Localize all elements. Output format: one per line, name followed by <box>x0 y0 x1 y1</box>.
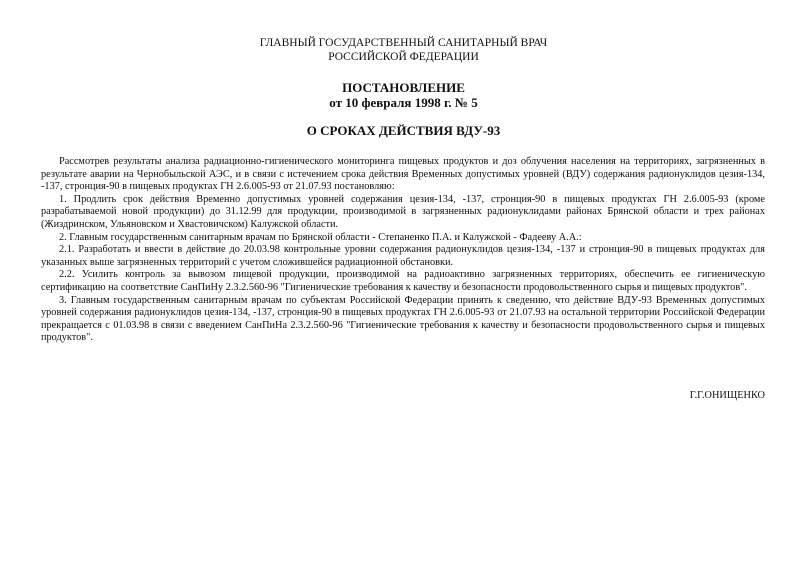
paragraph-1: 1. Продлить срок действия Временно допустимых уровней содержания цезия-134, -137, стронция-90 в пищевых продуктах ГН 2.6.005-93 (кроме разрабатываемой новой продукции) до 31.12.99 для продукции, производимой в загрязненных радионуклидами районах Брянской области и трех районах (Жиздринском, Ульяновском и Хвастовичском) Калужской области. <box>41 193 765 230</box>
document-title: О СРОКАХ ДЕЙСТВИЯ ВДУ-93 <box>306 123 501 138</box>
paragraph-2-2: 2.2. Усилить контроль за вывозом пищевой продукции, производимой на радиоактивно загрязненных территориях, обеспечить ее гигиеническую сертификацию на соответствие СанПиНу 2.3.2.560-96 "Гигиенические требования к качеству и безопасности продовольственного сырья и пищевых продуктов". <box>41 269 765 293</box>
issuer-subtitle: РОССИЙСКОЙ ФЕДЕРАЦИИ <box>328 51 479 63</box>
paragraph-2: 2. Главным государственным санитарным врачам по Брянской области - Степаненко П.А. и Калужской - Фадееву А.А.: <box>59 231 582 243</box>
paragraph-preamble: Рассмотрев результаты анализа радиационно-гигиенического мониторинга пищевых продуктов и доз облучения населения на территориях, загрязненных в результате аварии на Чернобыльской АЭС, и в связи с истечением срока действия Временных допустимых уровней (ВДУ) содержания радионуклидов цезия-134, -137, стронция-90 в пищевых продуктах ГН 2.6.005-93 от 21.07.93 постановляю: <box>41 156 765 193</box>
document-type: ПОСТАНОВЛЕНИЕ <box>342 80 465 95</box>
issuer-title: ГЛАВНЫЙ ГОСУДАРСТВЕННЫЙ САНИТАРНЫЙ ВРАЧ <box>259 37 548 49</box>
paragraph-3: 3. Главным государственным санитарным врачам по субъектам Российской Федерации принять к сведению, что действие ВДУ-93 Временных допустимых уровней содержания радионуклидов цезия-134, -137, стронция-90 в пищевых продуктах ГН 2.6.005-93 от 21.07.93 на остальной территории Российской Федерации прекращается с 01.03.98 в связи с введением СанПиНа 2.3.2.560-96 "Гигиенические требования к качеству и безопасности продовольственного сырья и пищевых продуктов". <box>41 294 765 344</box>
document-date: от 10 февраля 1998 г. № 5 <box>329 95 478 110</box>
signature: Г.Г.ОНИЩЕНКО <box>689 390 765 401</box>
document-body <box>41 156 765 345</box>
paragraph-2-1: 2.1. Разработать и ввести в действие до 20.03.98 контрольные уровни содержания радионуклидов цезия-134, -137 и стронция-90 в пищевых продуктах для указанных выше загрязненных территорий с учетом сложившейся радиационной обстановки. <box>41 244 765 268</box>
